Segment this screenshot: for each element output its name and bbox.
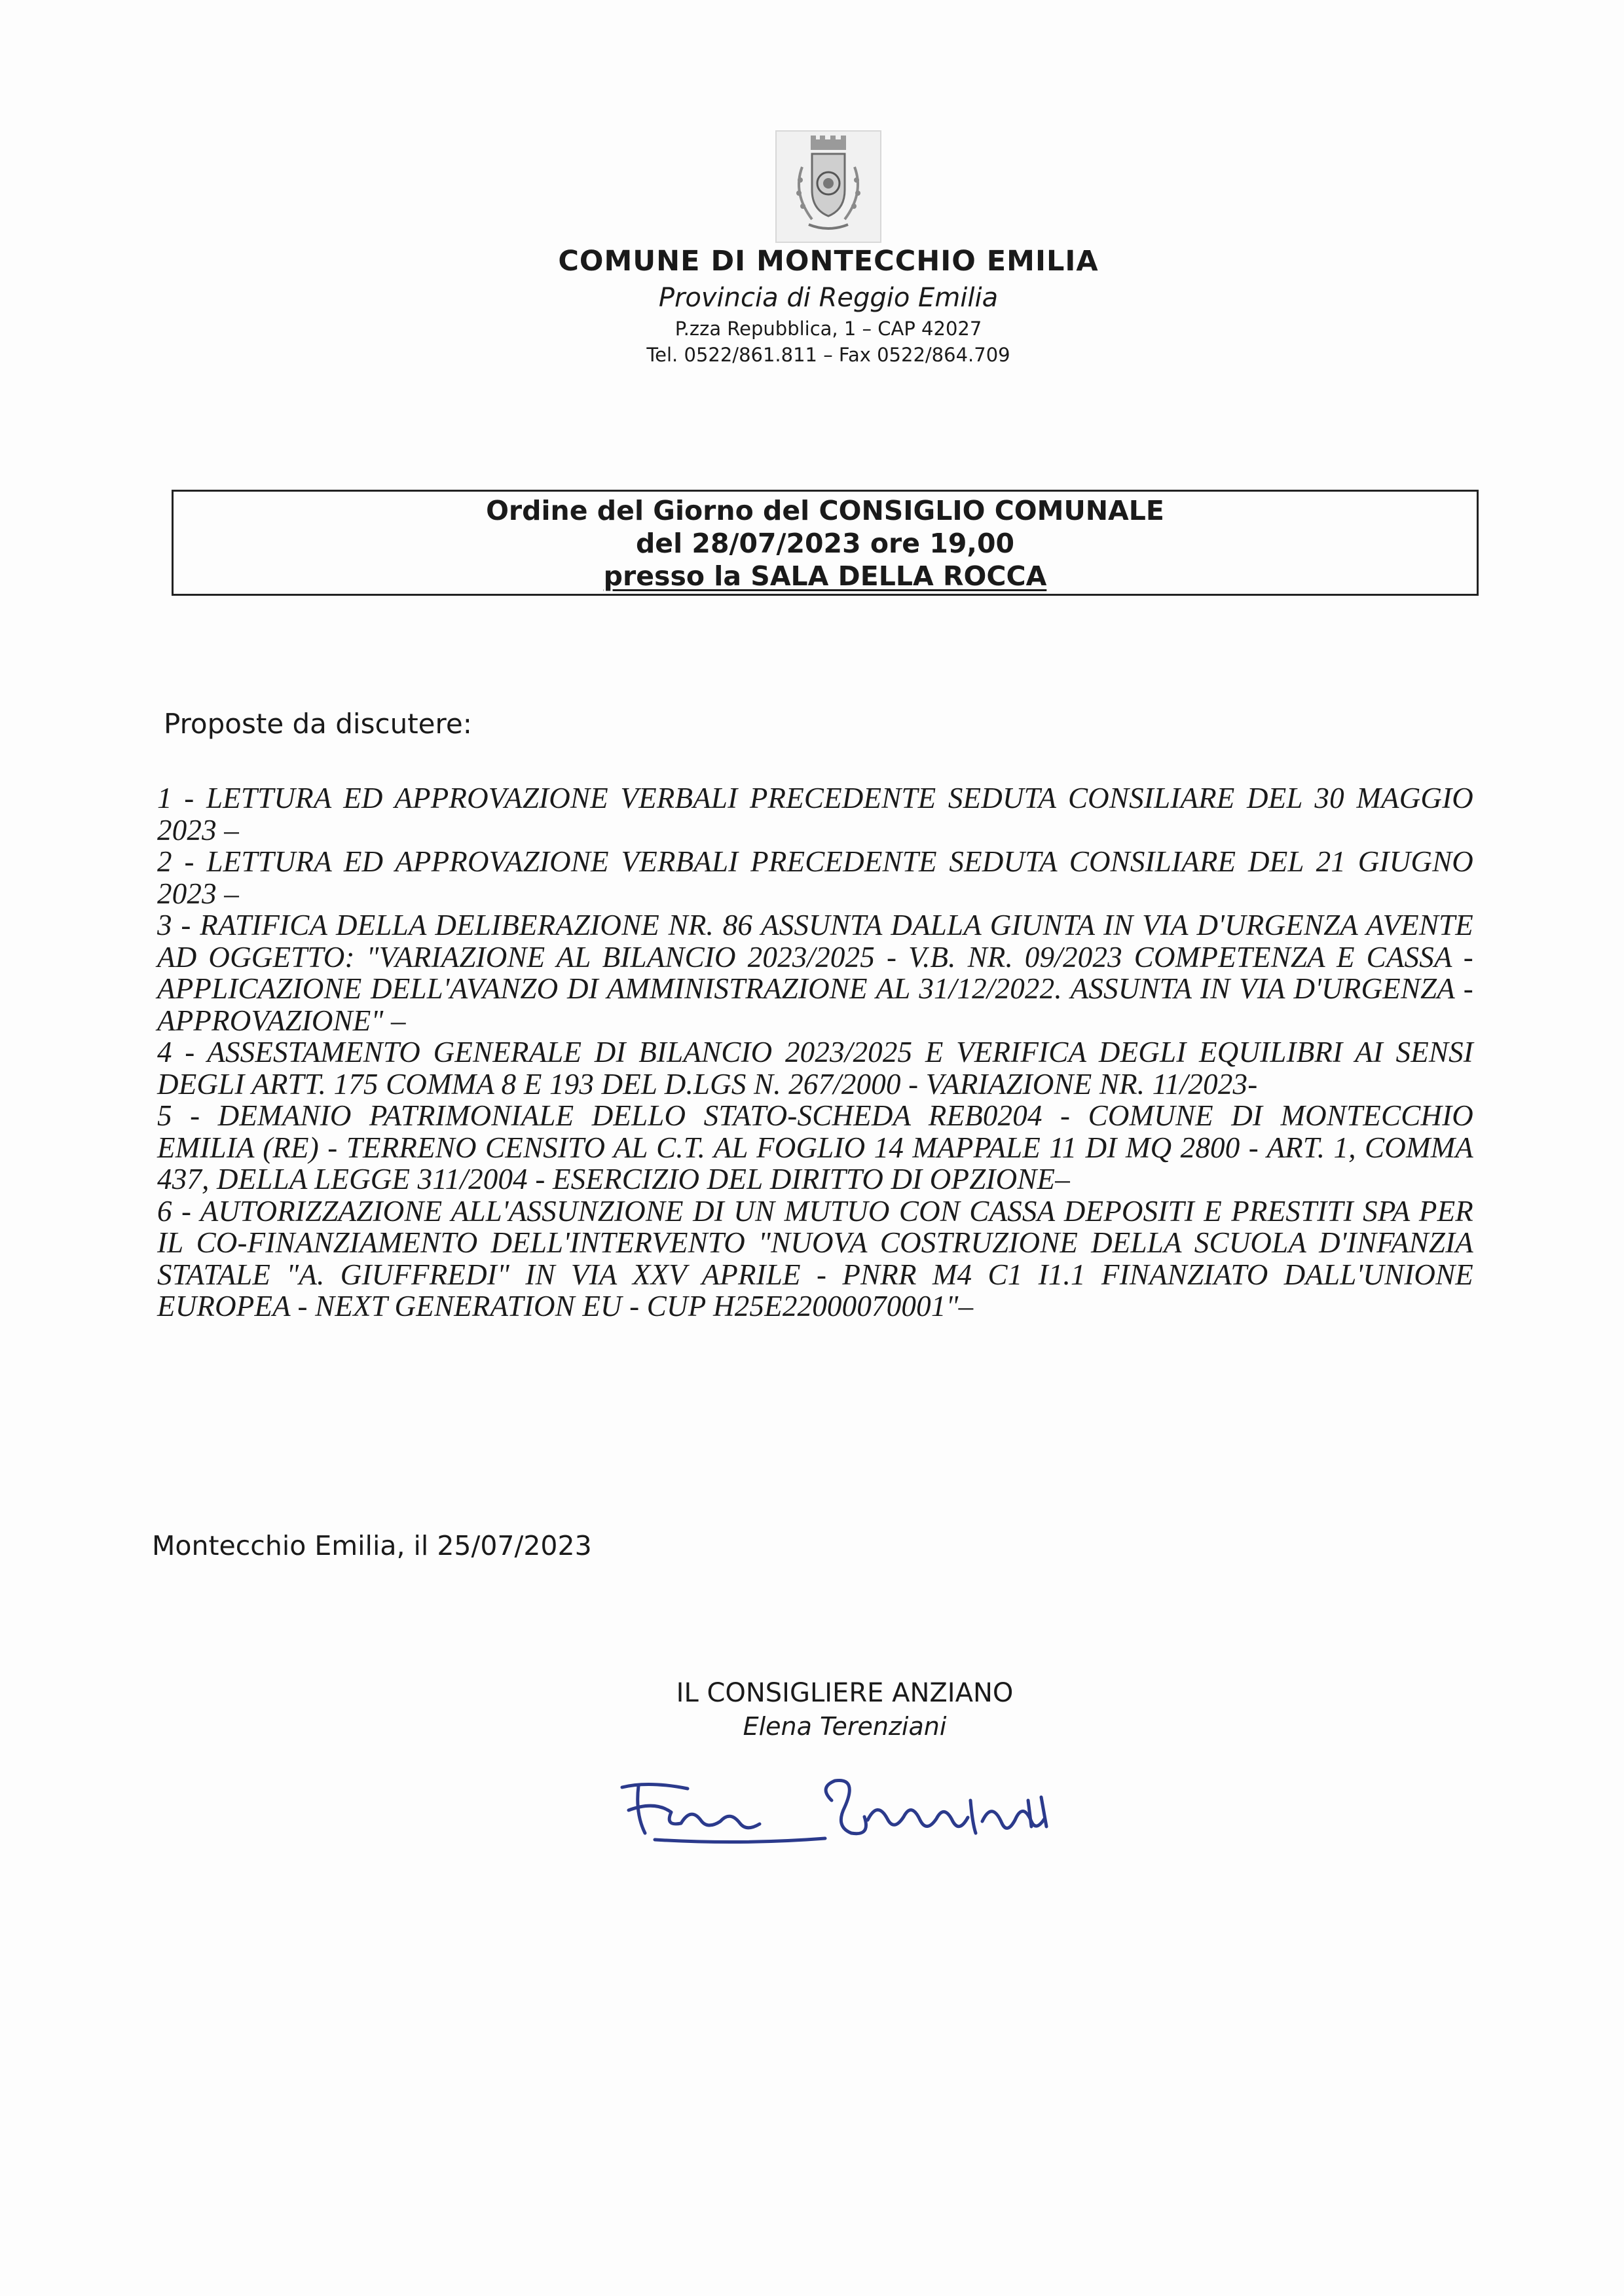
- agenda-item: 6 - AUTORIZZAZIONE ALL'ASSUNZIONE DI UN MUTUO CON CASSA DEPOSITI E PRESTITI SPA PER IL CO-FINANZIAMENTO DELL'INTERVENTO "NUOVA COSTRUZIONE DELLA SCUOLA D'INFANZIA STATALE "A. GIUFFREDI" IN VIA XXV APRILE - PNRR M4 C1 I1.1 FINANZIATO DALL'UNIONE EUROPEA - NEXT GENERATION EU - CUP H25E22000070001"–: [157, 1194, 1473, 1322]
- signer-role: IL CONSIGLIERE ANZIANO: [676, 1678, 1014, 1708]
- handwritten-signature-icon: [609, 1761, 1067, 1859]
- agenda-item: 5 - DEMANIO PATRIMONIALE DELLO STATO-SCHEDA REB0204 - COMUNE DI MONTECCHIO EMILIA (RE) - TERRENO CENSITO AL C.T. AL FOGLIO 14 MAPPALE 11 DI MQ 2800 - ART. 1, COMMA 437, DELLA LEGGE 311/2004 - ESERCIZIO DEL DIRITTO DI OPZIONE–: [157, 1099, 1473, 1195]
- letterhead: [393, 242, 1264, 368]
- comune-name: COMUNE DI MONTECCHIO EMILIA: [558, 245, 1099, 278]
- title-line-1: Ordine del Giorno del CONSIGLIO COMUNALE: [486, 495, 1164, 526]
- agenda-item: 1 - LETTURA ED APPROVAZIONE VERBALI PRECEDENTE SEDUTA CONSILIARE DEL 30 MAGGIO 2023 –: [157, 782, 1473, 847]
- provincia: Provincia di Reggio Emilia: [658, 283, 999, 313]
- agenda-item: 3 - RATIFICA DELLA DELIBERAZIONE NR. 86 ASSUNTA DALLA GIUNTA IN VIA D'URGENZA AVENTE AD OGGETTO: "VARIAZIONE AL BILANCIO 2023/2025 - V.B. NR. 09/2023 COMPETENZA E CASSA - APPLICAZIONE DELL'AVANZO DI AMMINISTRAZIONE AL 31/12/2022. ASSUNTA IN VIA D'URGENZA - APPROVAZIONE" –: [157, 909, 1473, 1037]
- address: P.zza Repubblica, 1 – CAP 42027: [674, 318, 982, 340]
- municipal-crest-icon: [773, 128, 884, 246]
- agenda-item: 2 - LETTURA ED APPROVAZIONE VERBALI PRECEDENTE SEDUTA CONSILIARE DEL 21 GIUGNO 2023 –: [157, 845, 1473, 910]
- agenda-heading: Proposte da discutere:: [164, 708, 472, 740]
- signature-block: [589, 1676, 1100, 1743]
- title-line-3: [174, 560, 1477, 592]
- phone-fax: Tel. 0522/861.811 – Fax 0522/864.709: [646, 344, 1010, 366]
- place-date: Montecchio Emilia, il 25/07/2023: [152, 1530, 592, 1561]
- title-line-3-text: presso la SALA DELLA ROCCA: [603, 560, 1047, 592]
- agenda-list: [157, 782, 1473, 1322]
- signer-name: Elena Terenziani: [743, 1712, 947, 1741]
- title-line-2: del 28/07/2023 ore 19,00: [635, 528, 1015, 559]
- title-box: [172, 490, 1479, 596]
- agenda-item: 4 - ASSESTAMENTO GENERALE DI BILANCIO 2023/2025 E VERIFICA DEGLI EQUILIBRI AI SENSI DEGLI ARTT. 175 COMMA 8 E 193 DEL D.LGS N. 267/2000 - VARIAZIONE NR. 11/2023-: [157, 1036, 1473, 1101]
